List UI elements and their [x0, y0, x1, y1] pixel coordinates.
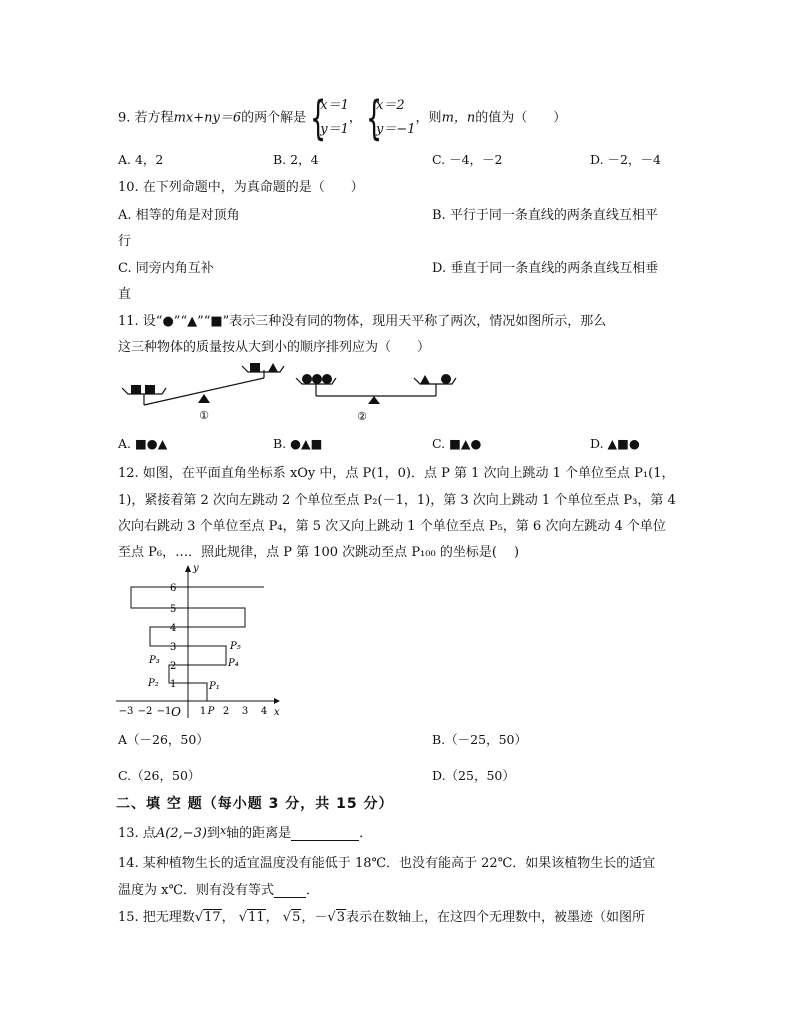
svg-text:3: 3 — [170, 642, 177, 653]
q11-stem-line1: 11. 设“●”“▲”“■”表示三种没有同的物体，现用天平称了两次，情况如图所示，那么 — [118, 314, 607, 329]
sqrt-17: 17 — [204, 910, 221, 925]
brace-icon: { — [366, 91, 383, 145]
svg-text:P: P — [207, 706, 215, 717]
svg-text:4: 4 — [170, 623, 177, 634]
q9-option-a: A. 4，2 — [118, 152, 164, 167]
q13-point: A(2,−3) — [155, 826, 207, 841]
q9-equation: mx+ny＝6 — [173, 110, 242, 126]
svg-text:P₄: P₄ — [228, 658, 239, 669]
svg-text:①: ① — [199, 409, 209, 422]
q15-stem: 15. 把无理数√17， √11， √5，－√3表示在数轴上，在这四个无理数中，被墨迹（如图所 — [118, 910, 645, 925]
q10-option-b: B. 平行于同一条直线的两条直线互相平 — [432, 208, 658, 223]
svg-text:P₂: P₂ — [148, 678, 159, 689]
q10-option-c: C. 同旁内角互补 — [118, 261, 214, 276]
svg-text:−1: −1 — [156, 706, 172, 717]
q12-stem-line3: 次向右跳动 3 个单位至点 P₄，第 5 次又向上跳动 1 个单位至点 P₅，第 6 次向左跳动 4 个单位 — [118, 519, 666, 534]
q14-stem-line2: 温度为 x℃．则有没有等式 ． — [118, 883, 320, 898]
q12-option-a: A（－26，50） — [118, 732, 209, 747]
q11-option-d: D. ▲■● — [590, 436, 640, 451]
q13-stem: 13. 点A(2,−3)到$^x$轴的距离是 ． — [118, 824, 373, 841]
q13-answer-blank — [291, 826, 359, 841]
q10-option-b-cont: 行 — [118, 234, 132, 249]
q14-answer-blank — [274, 883, 306, 898]
svg-text:y: y — [193, 563, 199, 574]
q10-option-d: D. 垂直于同一条直线的两条直线互相垂 — [432, 261, 659, 276]
svg-text:−3: −3 — [118, 706, 134, 717]
svg-text:4: 4 — [260, 706, 268, 717]
svg-text:1: 1 — [199, 706, 207, 717]
q9-solution-2: { x＝2 y＝−1 — [366, 91, 416, 145]
sqrt-5: 5 — [292, 910, 301, 925]
q12-stem-line4: 至点 P₆，…．照此规律，点 P 第 100 次跳动至点 P₁₀₀ 的坐标是( ) — [118, 545, 520, 560]
sqrt-11: 11 — [248, 910, 265, 925]
svg-text:−2: −2 — [137, 706, 153, 717]
svg-text:2: 2 — [222, 706, 230, 717]
q9-option-b: B. 2，4 — [273, 152, 319, 167]
q9-option-d: D. －2，－4 — [590, 152, 661, 167]
svg-text:2: 2 — [170, 661, 177, 672]
q9-number: 9. — [118, 110, 131, 126]
svg-text:3: 3 — [241, 706, 249, 717]
sqrt-3: 3 — [336, 910, 345, 925]
brace-icon: { — [310, 91, 327, 145]
q11-stem-line2: 这三种物体的质量按从大到小的顺序排列应为（ ） — [118, 340, 431, 355]
q12-stem-line2: 1)，紧接着第 2 次向左跳动 2 个单位至点 P₂(－1，1)，第 3 次向上跳动 1 个单位至点 P₃，第 4 — [118, 493, 676, 508]
balance-1 — [122, 363, 284, 422]
svg-text:P₃: P₃ — [149, 655, 160, 666]
q10-option-d-cont: 直 — [118, 287, 132, 302]
q9-option-c: C. －4，－2 — [432, 152, 503, 167]
q9-solution-1: { x＝1 y＝1 — [310, 91, 349, 145]
x-axis-arrow-icon — [274, 698, 280, 704]
svg-text:6: 6 — [170, 583, 177, 594]
svg-text:O: O — [171, 705, 181, 719]
q12-option-c: C.（26，50） — [118, 768, 201, 783]
q11-balance-figure — [118, 358, 478, 430]
q14-stem-line1: 14. 某种植物生长的适宜温度没有能低于 18℃．也没有能高于 22℃．如果该植物生长的适宜 — [118, 856, 656, 871]
y-axis-arrow-icon — [185, 565, 191, 572]
svg-text:P₁: P₁ — [209, 681, 220, 692]
q9-stem: 9. 若方程mx+ny＝6的两个解是 { x＝1 y＝1， { x＝2 y＝−1，则m，n的值为（ ） — [118, 91, 567, 145]
q12-coordinate-graph — [114, 562, 284, 722]
section-title: 二、填 空 题（每小题 3 分，共 15 分） — [116, 796, 394, 812]
q10-option-a: A. 相等的角是对顶角 — [118, 208, 240, 223]
svg-text:x: x — [274, 707, 280, 718]
svg-text:P₅: P₅ — [230, 641, 241, 652]
q12-option-d: D.（25，50） — [432, 768, 515, 783]
q12-option-b: B.（－25，50） — [432, 732, 527, 747]
svg-text:②: ② — [357, 410, 367, 423]
q12-stem-line1: 12. 如图，在平面直角坐标系 xOy 中，点 P(1，0)．点 P 第 1 次向上跳动 1 个单位至点 P₁(1， — [118, 466, 675, 481]
svg-text:1: 1 — [170, 679, 177, 690]
q11-option-c: C. ■▲● — [432, 436, 482, 451]
svg-text:5: 5 — [170, 604, 177, 615]
q11-option-a: A. ■●▲ — [118, 436, 168, 451]
q11-option-b: B. ●▲■ — [273, 436, 323, 451]
balance-2 — [296, 374, 456, 423]
q10-stem: 10. 在下列命题中，为真命题的是（ ） — [118, 180, 364, 195]
